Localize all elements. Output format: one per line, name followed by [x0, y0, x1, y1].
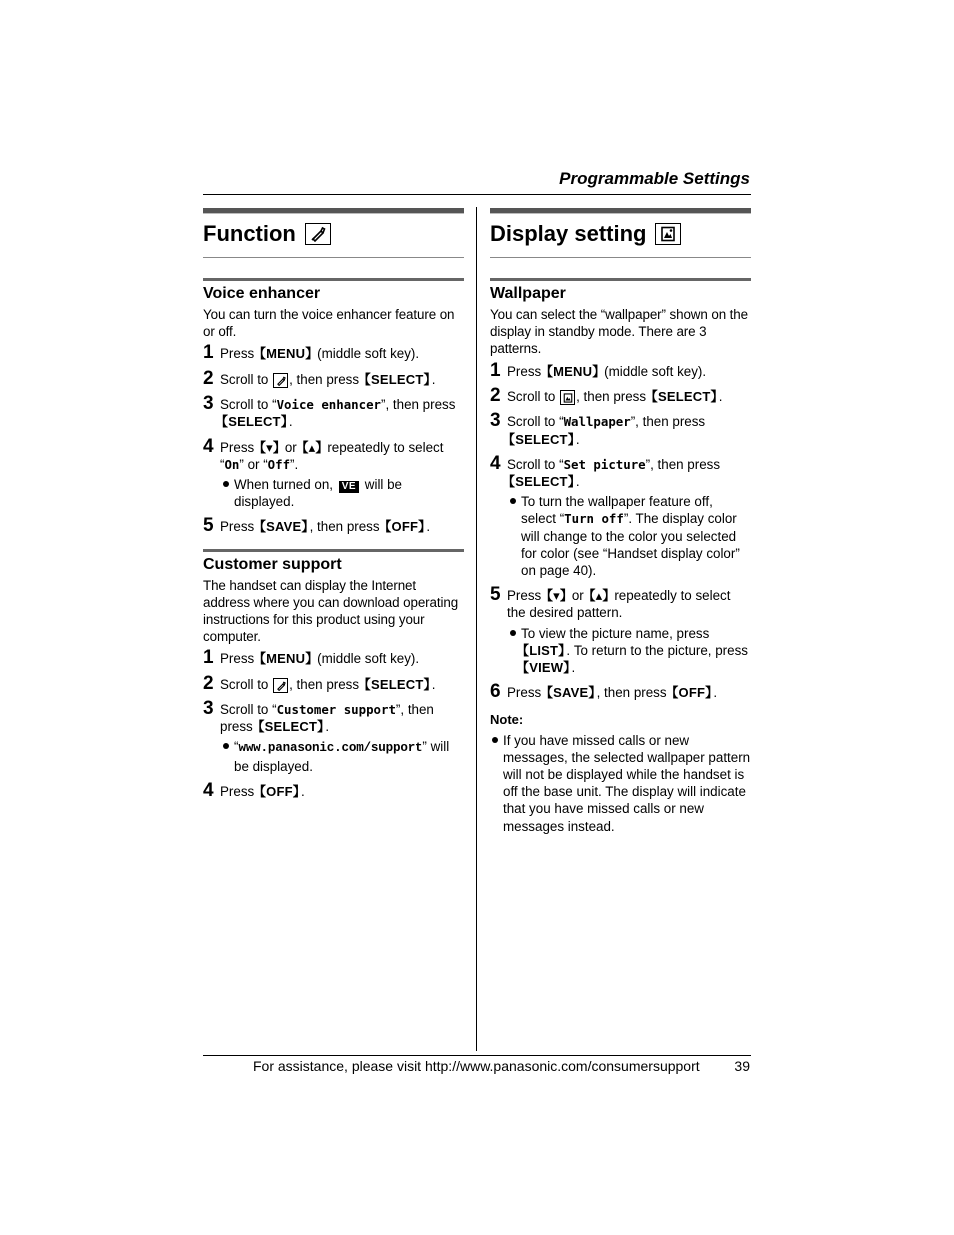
step-text: (middle soft key). — [313, 651, 420, 667]
customer-support-intro: The handset can display the Internet address where you can download operating instructions for this product using your computer. — [203, 577, 459, 645]
section-rule — [490, 257, 751, 258]
step-text: Press — [220, 783, 258, 799]
step-number: 3 — [490, 410, 501, 432]
step-text: ”, then press — [645, 456, 721, 472]
bullet-text: When turned on, — [234, 476, 337, 492]
step-text: . — [426, 519, 431, 535]
bullet-text: will be displayed. — [234, 476, 403, 510]
customer-support-heading: Customer support — [203, 555, 342, 573]
voice-enhancer-intro: You can turn the voice enhancer feature on or off. — [203, 307, 455, 340]
step-number: 2 — [203, 367, 214, 389]
select-key: 【 SELECT 】 — [507, 474, 576, 489]
page-number: 39 — [734, 1058, 750, 1074]
bullet-text: . To return to the picture, press — [566, 642, 748, 658]
bullet-text: To turn the wallpaper feature off, select “ — [521, 494, 713, 527]
step-text: Press — [220, 519, 258, 535]
step-text: Press — [507, 588, 545, 604]
subsection-bar — [203, 278, 464, 281]
step-number: 3 — [203, 698, 214, 720]
save-key: 【 SAVE 】 — [545, 685, 597, 700]
option-turn-off: Turn off — [564, 511, 624, 527]
step-text: Press — [220, 651, 258, 667]
menu-option-customer-support: Customer support — [276, 702, 396, 718]
function-title-text: Function — [203, 221, 296, 246]
menu-option-wallpaper: Wallpaper — [563, 414, 631, 430]
step-number: 4 — [203, 779, 214, 801]
step-number: 1 — [490, 359, 501, 381]
section-bar — [490, 208, 751, 214]
off-key: 【 OFF 】 — [670, 685, 713, 700]
step-text: . — [300, 783, 305, 799]
up-key: 【 ▴ 】 — [300, 440, 323, 455]
step-text: , then press — [289, 371, 363, 387]
step-text: Scroll to “ — [220, 702, 277, 718]
voice-step-5 — [203, 515, 464, 537]
function-icon — [273, 678, 288, 693]
step-text: , then press — [576, 388, 650, 404]
step-number: 1 — [203, 647, 214, 669]
select-key: 【 SELECT 】 — [507, 432, 576, 447]
menu-option-set-picture: Set picture — [563, 456, 646, 472]
step-text: . — [431, 676, 436, 692]
bullet-text: . — [571, 659, 576, 675]
bullet-text: ”. The display color will change to the color you selected for color (see “Handset display color” on page 40). — [521, 511, 740, 578]
support-step-3 — [203, 698, 464, 775]
voice-step-4 — [203, 435, 464, 511]
function-icon — [305, 223, 331, 245]
step-text: Scroll to — [220, 676, 273, 692]
step-number: 2 — [490, 384, 501, 406]
step-text: Scroll to — [507, 388, 560, 404]
step-number: 6 — [490, 681, 501, 703]
column-divider — [476, 207, 477, 1051]
step-text: , then press — [596, 685, 671, 701]
function-icon — [273, 373, 288, 388]
step-text: Press — [220, 439, 258, 455]
support-step-1 — [203, 647, 464, 669]
wallpaper-step-4-bullet — [507, 493, 751, 579]
step-text: ”, then press — [630, 414, 706, 430]
step-number: 5 — [490, 584, 501, 606]
step-text: ”, then press — [381, 397, 456, 413]
footer-rule — [203, 1055, 751, 1056]
menu-key: 【 MENU 】 — [258, 651, 313, 666]
step-number: 5 — [203, 515, 214, 537]
step-text: repeatedly to select “ — [220, 439, 444, 472]
wallpaper-step-1 — [490, 359, 751, 381]
wallpaper-step-6 — [490, 681, 751, 703]
page-header-title: Programmable Settings — [559, 169, 750, 188]
step-text: Scroll to “ — [507, 456, 564, 472]
bullet-text: ” will be displayed. — [234, 739, 450, 774]
step-text: . — [325, 719, 330, 735]
step-text: ”, then press — [220, 702, 434, 735]
down-key: 【 ▾ 】 — [545, 588, 568, 603]
wallpaper-step-2 — [490, 384, 751, 406]
step-text: . — [713, 685, 718, 701]
display-picture-icon — [560, 390, 575, 405]
step-number: 1 — [203, 342, 214, 364]
section-rule — [203, 257, 464, 258]
step-text: or — [281, 439, 301, 455]
wallpaper-step-3 — [490, 410, 751, 447]
up-key: 【 ▴ 】 — [587, 588, 610, 603]
step-text: ” or “ — [239, 456, 268, 472]
voice-step-2 — [203, 367, 464, 389]
note-label: Note: — [490, 712, 524, 728]
step-text: Scroll to “ — [507, 414, 564, 430]
display-setting-section-title — [490, 219, 751, 249]
step-text: . — [431, 371, 436, 387]
step-number: 4 — [490, 452, 501, 474]
menu-key: 【 MENU 】 — [258, 346, 313, 361]
step-text: repeatedly to select the desired pattern. — [507, 588, 731, 621]
step-text: . — [575, 431, 580, 447]
section-bar — [203, 208, 464, 214]
voice-step-3 — [203, 393, 464, 430]
step-text: (middle soft key). — [600, 363, 707, 379]
support-step-4 — [203, 779, 464, 801]
step-text: Press — [220, 346, 258, 362]
display-picture-icon — [655, 223, 681, 245]
wallpaper-heading: Wallpaper — [490, 285, 566, 302]
off-key: 【 OFF 】 — [258, 784, 301, 799]
display-setting-title-text: Display setting — [490, 221, 647, 246]
ve-badge-icon: VE — [339, 481, 359, 493]
step-text: Press — [507, 685, 545, 701]
wallpaper-step-5-bullet — [507, 625, 751, 677]
step-text: ”. — [290, 456, 299, 472]
step-number: 3 — [203, 393, 214, 415]
voice-step-4-bullet — [220, 476, 464, 510]
step-text: Press — [507, 363, 545, 379]
display-setting-column — [490, 208, 751, 835]
menu-key: 【 MENU 】 — [545, 364, 600, 379]
wallpaper-step-5 — [490, 584, 751, 676]
bullet-text: To view the picture name, press — [521, 625, 710, 641]
support-step-2 — [203, 672, 464, 694]
off-key: 【 OFF 】 — [383, 519, 426, 534]
down-key: 【 ▾ 】 — [258, 440, 281, 455]
step-number: 2 — [203, 672, 214, 694]
step-text: or — [568, 588, 588, 604]
step-text: . — [575, 473, 580, 489]
view-key: 【 VIEW 】 — [521, 660, 571, 675]
wallpaper-intro: You can select the “wallpaper” shown on the display in standby mode. There are 3 patterns. — [490, 307, 748, 357]
step-text: Scroll to “ — [220, 397, 277, 413]
subsection-bar — [203, 549, 464, 552]
bullet-text: “ — [234, 739, 239, 755]
step-number: 4 — [203, 435, 214, 457]
step-text: , then press — [309, 519, 384, 535]
save-key: 【 SAVE 】 — [258, 519, 310, 534]
voice-step-1 — [203, 342, 464, 364]
step-text: . — [718, 388, 723, 404]
voice-enhancer-heading: Voice enhancer — [203, 285, 321, 302]
option-on: On — [224, 456, 240, 472]
menu-option-voice-enhancer: Voice enhancer — [276, 397, 381, 413]
list-key: 【 LIST 】 — [521, 643, 566, 658]
select-key: 【 SELECT 】 — [220, 414, 289, 429]
support-step-3-bullet — [220, 738, 464, 774]
step-text: , then press — [289, 676, 363, 692]
option-off: Off — [267, 456, 291, 472]
support-url: www.panasonic.com/support — [238, 741, 423, 756]
select-key: 【 SELECT 】 — [363, 372, 432, 387]
step-text: . — [288, 414, 293, 430]
select-key: 【 SELECT 】 — [650, 389, 719, 404]
select-key: 【 SELECT 】 — [363, 677, 432, 692]
note-text: If you have missed calls or new messages, the selected wallpaper pattern will not be displayed while the handset is off the base unit. The display will indicate that you have missed calls or new messages instead. — [490, 732, 751, 835]
wallpaper-step-4 — [490, 452, 751, 579]
header-rule — [203, 194, 751, 195]
function-section-title — [203, 219, 464, 249]
subsection-bar — [490, 278, 751, 281]
footer-assistance-text: For assistance, please visit http://www.panasonic.com/consumersupport — [253, 1058, 700, 1074]
select-key: 【 SELECT 】 — [256, 719, 325, 734]
step-text: Scroll to — [220, 371, 273, 387]
step-text: (middle soft key). — [313, 346, 420, 362]
function-column — [203, 208, 464, 808]
